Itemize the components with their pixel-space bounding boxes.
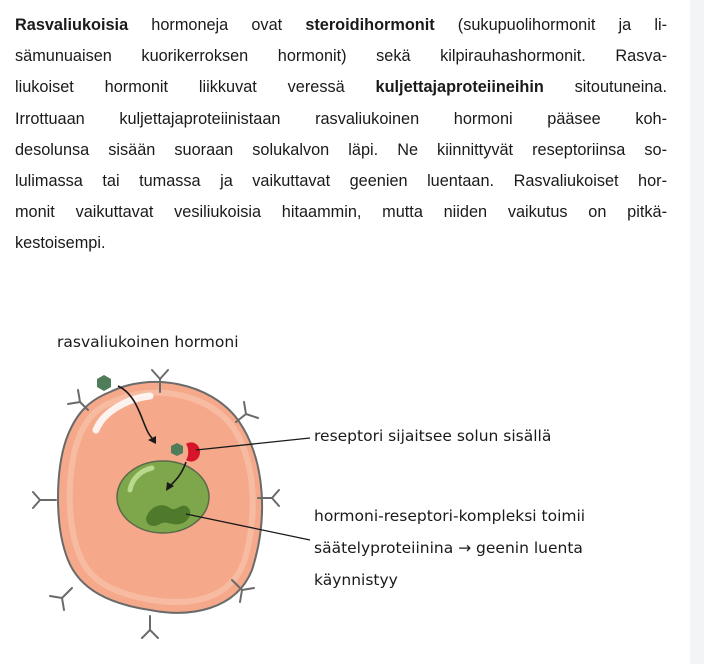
body-paragraph — [15, 10, 667, 260]
label-hormone: rasvaliukoinen hormoni — [57, 333, 239, 351]
text-run: sämunuaisen kuorikerroksen hormonit) sekä kilpirauhashormonit. Rasva- — [15, 47, 667, 66]
label-complex-line-1: hormoni-reseptori-kompleksi toimii — [314, 507, 586, 525]
text-run: (sukupuolihormonit ja li- — [434, 16, 667, 34]
text-run: lulimassa tai tumassa ja vaikuttavat geenien luentaan. Rasvaliukoiset hor- — [15, 172, 667, 191]
hormone-molecule-outside — [97, 375, 111, 391]
text-run: monit vaikuttavat vesiliukoisia hitaammin, mutta niiden vaikutus on pitkä- — [15, 203, 667, 222]
label-complex-line-3: käynnistyy — [314, 571, 398, 589]
bold-term: steroidihormonit — [305, 16, 435, 34]
paragraph-line — [15, 41, 667, 72]
text-run: hormoneja ovat — [128, 16, 306, 34]
text-run: desolunsa sisään suoraan solukalvon läpi. Ne kiinnittyvät reseptoriinsa so- — [15, 140, 667, 159]
label-receptor: reseptori sijaitsee solun sisällä — [314, 427, 552, 445]
paragraph-line — [15, 10, 667, 41]
cell-diagram — [0, 300, 704, 664]
paragraph-line — [15, 228, 667, 259]
text-run: liukoiset hormonit liikkuvat veressä — [15, 78, 376, 97]
text-run: Irrottuaan kuljettajaproteiinistaan rasvaliukoinen hormoni pääsee koh- — [15, 109, 667, 128]
text-run: sitoutuneina. — [543, 78, 667, 97]
paragraph-line — [15, 166, 667, 197]
bold-term: kuljettajaproteiineihin — [375, 78, 544, 97]
paragraph-line — [15, 72, 667, 103]
text-run: kestoisempi. — [15, 234, 106, 253]
bold-term: Rasvaliukoisia — [15, 16, 129, 34]
paragraph-line — [15, 197, 667, 228]
paragraph-line — [15, 135, 667, 166]
label-complex-line-2: säätelyproteiinina → geenin luenta — [314, 539, 583, 557]
paragraph-line — [15, 104, 667, 135]
